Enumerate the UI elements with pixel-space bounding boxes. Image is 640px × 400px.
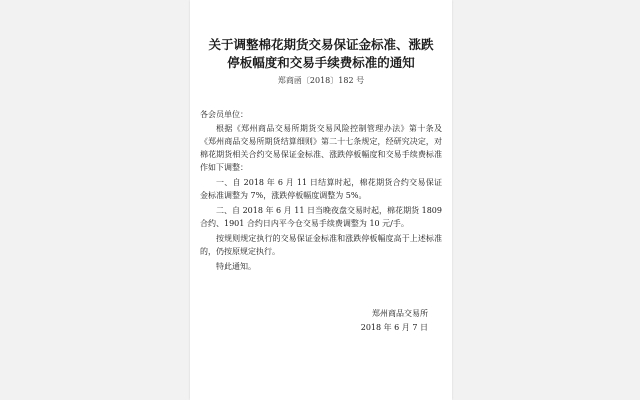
document-number: 郑商函〔2018〕182 号 [277,76,365,85]
addressee: 各会员单位： [200,110,248,119]
issue-date: 2018 年 6 月 7 日 [360,323,428,332]
paragraph-basis: 根据《郑州商品交易所期货交易风险控制管理办法》第十条及《郑州商品交易所期货结算细则》第二十七条规定，经研究决定，对棉花期货相关合约交易保证金标准、涨跌停板幅度和交易手续费标准作如下调整： [200,124,442,172]
issuer-name: 郑州商品交易所 [372,309,428,318]
document-content [200,36,442,335]
paragraph-note: 按规则规定执行的交易保证金标准和涨跌停板幅度高于上述标准的，仍按原规定执行。 [200,234,442,256]
title-line-2: 停板幅度和交易手续费标准的通知 [227,55,415,70]
paragraph-closing: 特此通知。 [216,262,256,271]
paragraph-item-2: 二、自 2018 年 6 月 11 日当晚夜盘交易时起，棉花期货 1809 合约、1901 合约日内平今仓交易手续费调整为 10 元/手。 [200,206,442,228]
document-page [190,0,452,400]
document-title [200,36,442,72]
signature-block [200,307,442,335]
paragraph-item-1: 一、自 2018 年 6 月 11 日结算时起，棉花期货合约交易保证金标准调整为 7%，涨跌停板幅度调整为 5%。 [200,178,442,200]
title-line-1: 关于调整棉花期货交易保证金标准、涨跌 [208,37,434,52]
